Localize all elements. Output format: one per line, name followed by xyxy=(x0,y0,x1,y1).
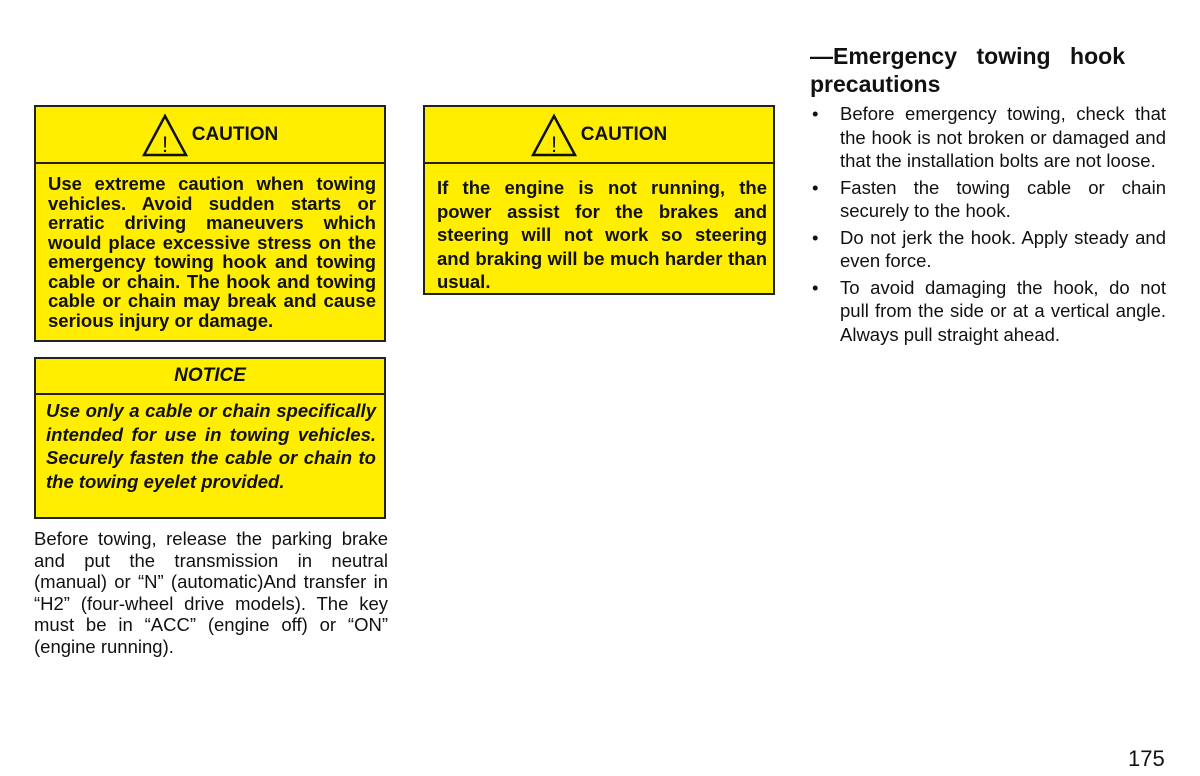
caution-title: CAUTION xyxy=(191,123,279,145)
list-item xyxy=(810,226,1166,273)
caution-text: Use extreme caution when towing vehicles. Avoid sudden starts or erratic driving maneuvers which would place excessive stress on the emergency towing hook and towing cable or chain. The hook and towing cable or chain may break and cause serious injury or damage. xyxy=(48,173,376,331)
svg-text:!: ! xyxy=(161,131,168,157)
bullet-icon: • xyxy=(812,226,819,248)
warning-triangle-icon xyxy=(142,113,188,157)
bullet-icon: • xyxy=(812,176,819,198)
bullet-icon: • xyxy=(812,276,819,298)
list-item xyxy=(810,176,1166,223)
svg-text:!: ! xyxy=(550,131,557,157)
list-item xyxy=(810,276,1166,347)
page-number: 175 xyxy=(1128,746,1165,771)
list-item-text: Do not jerk the hook. Apply steady and even force. xyxy=(840,226,1166,271)
list-item xyxy=(810,102,1166,173)
notice-text: Use only a cable or chain specifically intended for use in towing vehicles. Securely fasten the cable or chain to the towing eyelet provided. xyxy=(46,400,376,492)
caution-header xyxy=(425,107,773,164)
precautions-list xyxy=(810,102,1166,349)
towing-instructions-paragraph: Before towing, release the parking brake and put the transmission in neutral (manual) or “N” (automatic)And transfer in “H2” (four-wheel drive models). The key must be in “ACC” (engine off) or “ON” (engine running). xyxy=(34,528,388,657)
heading-word: —Emergency xyxy=(810,43,958,69)
heading-word: hook xyxy=(1070,43,1125,69)
caution-box-engine xyxy=(423,105,775,295)
caution-text: If the engine is not running, the power assist for the brakes and steering will not work so steering and braking will be much harder than usual. xyxy=(437,177,767,292)
list-item-text: Fasten the towing cable or chain securely to the hook. xyxy=(840,176,1166,221)
list-item-text: To avoid damaging the hook, do not pull from the side or at a vertical angle. Always pull straight ahead. xyxy=(840,276,1166,345)
heading-word: towing xyxy=(976,43,1051,69)
notice-title: NOTICE xyxy=(174,365,246,386)
bullet-icon: • xyxy=(812,103,819,124)
caution-header xyxy=(36,107,384,164)
notice-box xyxy=(34,357,386,519)
list-item-text: Before emergency towing, check that the hook is not broken or damaged and that the installation bolts are not loose. xyxy=(840,103,1166,171)
warning-triangle-icon xyxy=(531,113,577,157)
caution-title: CAUTION xyxy=(580,123,668,145)
caution-box-towing xyxy=(34,105,386,342)
heading-line2: precautions xyxy=(810,71,941,97)
section-heading xyxy=(810,42,1125,98)
notice-header xyxy=(36,359,384,395)
